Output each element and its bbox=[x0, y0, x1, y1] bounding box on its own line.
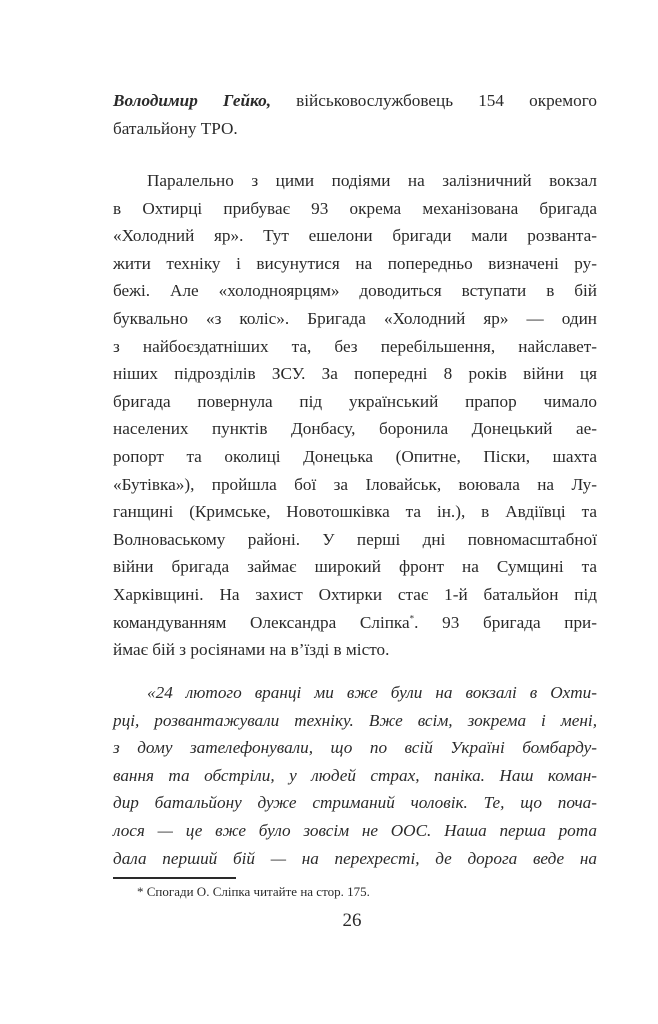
text-line: «Бутівка»), пройшла бої за Іловайськ, воювала на Лу- bbox=[113, 474, 597, 494]
text-line: Володимир Гейко, військовослужбовець 154 окремого bbox=[113, 91, 597, 110]
text-line: буквально «з коліс». Бригада «Холодний яр» — один bbox=[113, 308, 597, 328]
text-line: з найбоєздатніших та, без перебільшення, найславет- bbox=[113, 336, 597, 356]
footnote-divider bbox=[113, 877, 236, 879]
text-line: дир батальйону дуже стриманий чоловік. Те, що поча- bbox=[113, 793, 597, 813]
text-line: населених пунктів Донбасу, боронила Донецький ае- bbox=[113, 419, 597, 439]
footnote-marker[interactable]: * bbox=[409, 612, 415, 623]
text-line: в Охтирці прибуває 93 окрема механізована бригада bbox=[113, 198, 597, 218]
text-line: ганщині (Кримське, Новотошківка та ін.), в Авдіївці та bbox=[113, 502, 597, 522]
attribution-paragraph bbox=[113, 87, 597, 142]
text-line: Волноваському районі. У перші дні повномасштабної bbox=[113, 529, 597, 549]
text-line: вання та обстріли, у людей страх, паніка. Наш коман- bbox=[113, 765, 597, 785]
text-line: ймає бій з росіянами на в’їзді в місто. bbox=[113, 640, 390, 660]
text-line: дала перший бій — на перехресті, де дорога веде на bbox=[113, 848, 597, 868]
text-line: Паралельно з цими подіями на залізничний вокзал bbox=[147, 171, 597, 190]
text-line: з дому зателефонували, що по всій Україні бомбарду- bbox=[113, 738, 597, 758]
text-line: бежі. Але «холодноярцям» доводиться вступати в бій bbox=[113, 281, 597, 301]
author-name: Володимир Гейко, bbox=[113, 91, 271, 110]
text-line: рці, розвантажували техніку. Вже всім, зокрема і мені, bbox=[113, 710, 597, 730]
text-line: бригада повернула під український прапор чимало bbox=[113, 391, 597, 411]
text-line: Харківщині. На захист Охтирки стає 1-й батальйон під bbox=[113, 584, 597, 604]
text-line: командуванням Олександра Сліпка*. 93 бригада при- bbox=[113, 612, 597, 632]
text-line: лося — це вже було зовсім не ООС. Наша перша рота bbox=[113, 820, 597, 840]
quote-paragraph bbox=[113, 679, 597, 872]
footnote: * Спогади О. Сліпка читайте на стор. 175. bbox=[137, 884, 370, 899]
text-line: «24 лютого вранці ми вже були на вокзалі в Охти- bbox=[147, 683, 597, 702]
body-paragraph bbox=[113, 167, 597, 664]
text-line: війни бригада займає широкий фронт на Сумщині та bbox=[113, 557, 597, 577]
text-line: ропорт та околиці Донецька (Опитне, Піски, шахта bbox=[113, 446, 597, 466]
text-line: ніших підрозділів ЗСУ. За попередні 8 років війни ця bbox=[113, 364, 597, 384]
text-line: батальйону ТРО. bbox=[113, 118, 238, 138]
text-line: «Холодний яр». Тут ешелони бригади мали розванта- bbox=[113, 226, 597, 246]
page-number: 26 bbox=[342, 910, 362, 931]
text-line: жити техніку і висунутися на попередньо визначені ру- bbox=[113, 253, 597, 273]
